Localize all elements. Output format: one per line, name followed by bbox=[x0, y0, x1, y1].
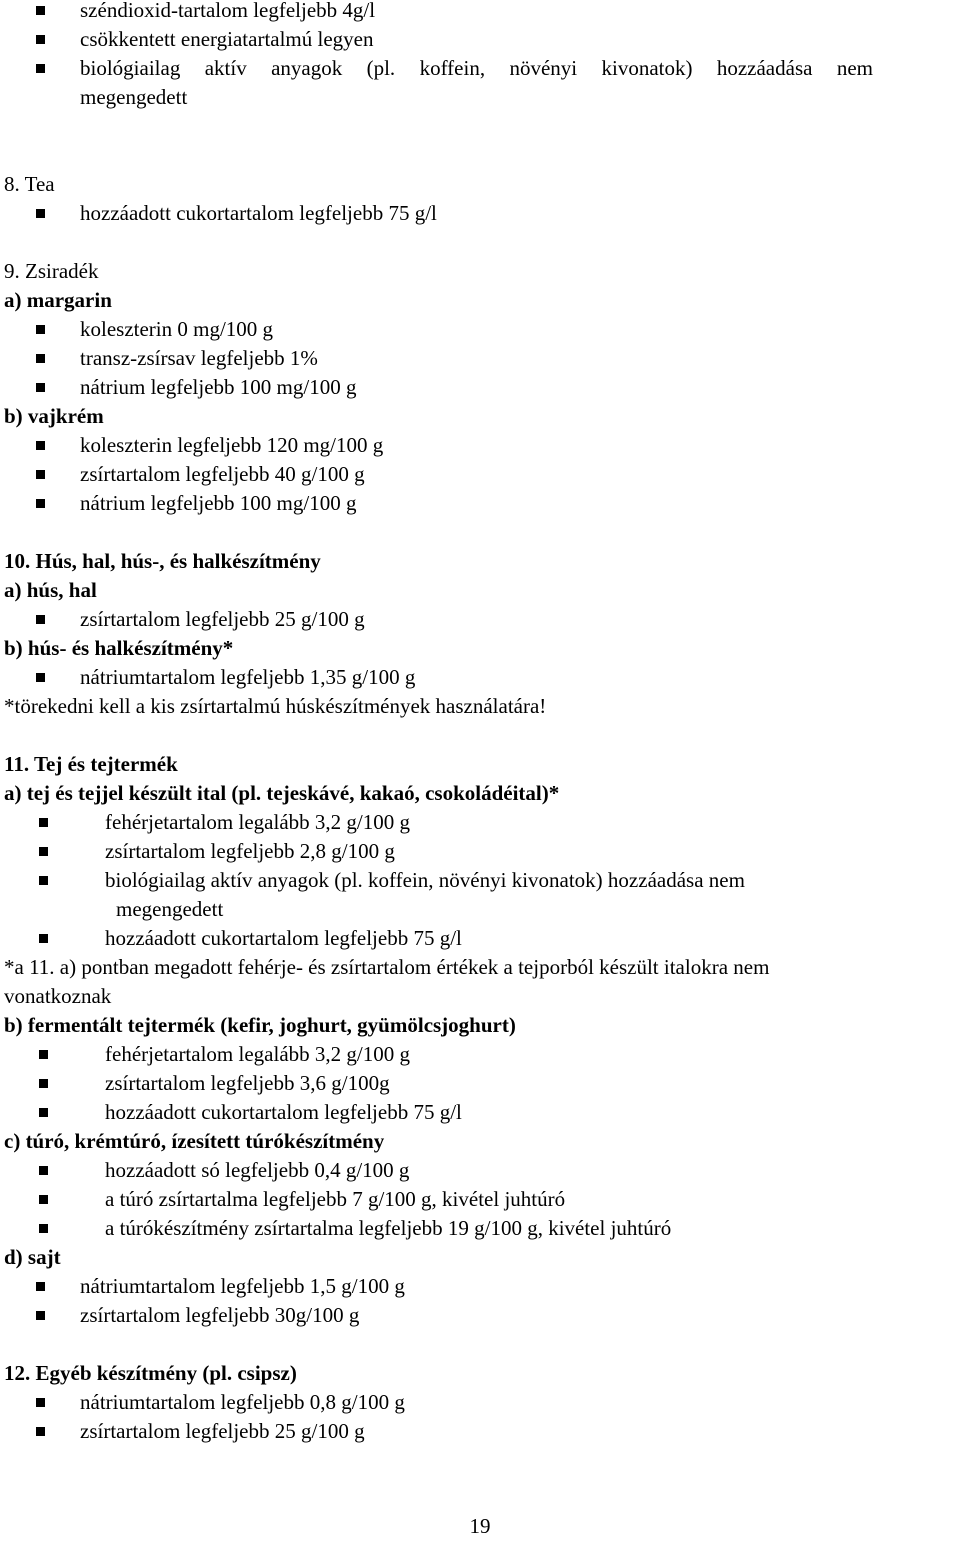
section-heading: 11. Tej és tejtermék bbox=[4, 752, 178, 776]
footnote-continuation: vonatkoznak bbox=[4, 984, 112, 1008]
footnote: *a 11. a) pontban megadott fehérje- és zsírtartalom értékek a tejporból készült italokra nem bbox=[4, 955, 770, 979]
subsection-heading: a) tej és tejjel készült ital (pl. tejeskávé, kakaó, csokoládéital)* bbox=[4, 781, 560, 805]
list-item: nátriumtartalom legfeljebb 1,35 g/100 g bbox=[80, 663, 415, 692]
subsection-heading: a) margarin bbox=[4, 288, 112, 312]
list-item: hozzáadott cukortartalom legfeljebb 75 g/l bbox=[105, 1098, 462, 1127]
list-item: biológiailag aktív anyagok (pl. koffein, növényi kivonatok) hozzáadása nem bbox=[105, 866, 745, 895]
subsection-heading: a) hús, hal bbox=[4, 578, 97, 602]
list-item: széndioxid-tartalom legfeljebb 4g/l bbox=[80, 0, 375, 25]
list-item: fehérjetartalom legalább 3,2 g/100 g bbox=[105, 808, 410, 837]
word: kivonatok) bbox=[601, 56, 693, 80]
subsection-heading: c) túró, krémtúró, ízesített túrókészítmény bbox=[4, 1129, 385, 1153]
list-item: nátriumtartalom legfeljebb 0,8 g/100 g bbox=[80, 1388, 405, 1417]
list-item-continuation: megengedett bbox=[116, 897, 224, 921]
page-number: 19 bbox=[469, 1514, 491, 1538]
list-item: a túró zsírtartalma legfeljebb 7 g/100 g, kivétel juhtúró bbox=[105, 1185, 565, 1214]
word: aktív bbox=[204, 56, 247, 80]
list-item: nátrium legfeljebb 100 mg/100 g bbox=[80, 489, 356, 518]
word: biológiailag bbox=[80, 56, 181, 80]
list-item: nátriumtartalom legfeljebb 1,5 g/100 g bbox=[80, 1272, 405, 1301]
word: növényi bbox=[509, 56, 578, 80]
section-heading: 10. Hús, hal, hús-, és halkészítmény bbox=[4, 549, 321, 573]
list-item: a túrókészítmény zsírtartalma legfeljebb 19 g/100 g, kivétel juhtúró bbox=[105, 1214, 671, 1243]
word: (pl. bbox=[366, 56, 396, 80]
list-item: zsírtartalom legfeljebb 40 g/100 g bbox=[80, 460, 365, 489]
subsection-heading: d) sajt bbox=[4, 1245, 61, 1269]
list-item: hozzáadott cukortartalom legfeljebb 75 g/l bbox=[80, 199, 437, 228]
list-item-continuation: megengedett bbox=[80, 85, 188, 109]
list-item: koleszterin 0 mg/100 g bbox=[80, 315, 273, 344]
list-item: hozzáadott só legfeljebb 0,4 g/100 g bbox=[105, 1156, 409, 1185]
list-item: transz-zsírsav legfeljebb 1% bbox=[80, 344, 318, 373]
list-item: zsírtartalom legfeljebb 25 g/100 g bbox=[80, 605, 365, 634]
section-heading: 8. Tea bbox=[4, 172, 55, 196]
list-item: nátrium legfeljebb 100 mg/100 g bbox=[80, 373, 356, 402]
section-heading: 12. Egyéb készítmény (pl. csipsz) bbox=[4, 1361, 297, 1385]
list-item: hozzáadott cukortartalom legfeljebb 75 g/l bbox=[105, 924, 462, 953]
list-item bbox=[80, 54, 873, 83]
list-item: koleszterin legfeljebb 120 mg/100 g bbox=[80, 431, 383, 460]
section-heading: 9. Zsiradék bbox=[4, 259, 99, 283]
list-item: zsírtartalom legfeljebb 2,8 g/100 g bbox=[105, 837, 395, 866]
subsection-heading: b) fermentált tejtermék (kefir, joghurt, gyümölcsjoghurt) bbox=[4, 1013, 516, 1037]
list-item: zsírtartalom legfeljebb 3,6 g/100g bbox=[105, 1069, 390, 1098]
word: koffein, bbox=[419, 56, 486, 80]
word: nem bbox=[836, 56, 873, 80]
list-item: zsírtartalom legfeljebb 30g/100 g bbox=[80, 1301, 359, 1330]
subsection-heading: b) hús- és halkészítmény* bbox=[4, 636, 234, 660]
list-item: fehérjetartalom legalább 3,2 g/100 g bbox=[105, 1040, 410, 1069]
subsection-heading: b) vajkrém bbox=[4, 404, 104, 428]
list-item: csökkentett energiatartalmú legyen bbox=[80, 25, 374, 54]
list-item: zsírtartalom legfeljebb 25 g/100 g bbox=[80, 1417, 365, 1446]
word: anyagok bbox=[271, 56, 343, 80]
footnote: *törekedni kell a kis zsírtartalmú húskészítmények használatára! bbox=[4, 694, 547, 718]
word: hozzáadása bbox=[716, 56, 813, 80]
